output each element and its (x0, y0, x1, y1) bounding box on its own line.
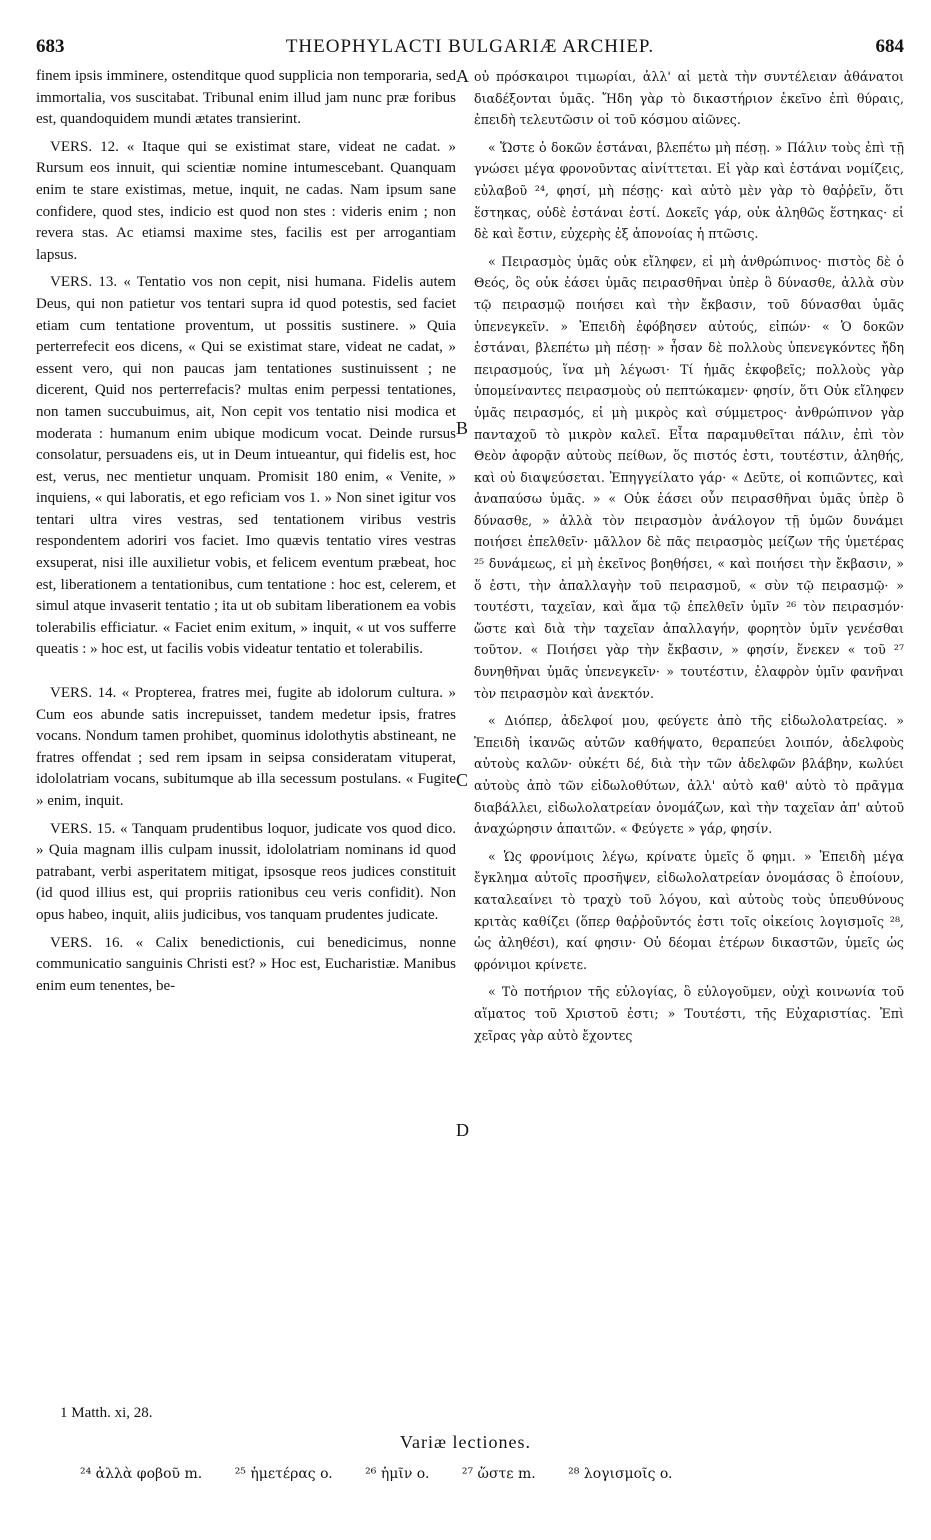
variant-reading: ²⁵ ἡμετέρας o. (234, 1466, 333, 1482)
left-page-number: 683 (36, 36, 65, 57)
variae-lectiones-heading: Variæ lectiones. (400, 1432, 531, 1452)
latin-column (36, 66, 456, 1003)
latin-paragraph: VERS. 16. « Calix benedictionis, cui benedicimus, nonne communicatio sanguinis Christi est? » Hoc est, Eucharistiæ. Manibus enim eum tenentes, be- (36, 934, 456, 994)
latin-paragraph: VERS. 12. « Itaque qui se existimat stare, videat ne cadat. » Rursum eos innuit, qui scientiæ nomine intumescebant. Quanquam enim te stare existimas, metue, inquit, ne cadas. Nam ipsum sane confidere, quod stes, indicio est quod non stes : videris enim ; non revera stas. Ac etiamsi maxime stes, facilis est per arrogantiam lapsus. (36, 138, 456, 263)
latin-paragraph: VERS. 14. « Propterea, fratres mei, fugite ab idolorum cultura. » Cum eos abunde satis increpuisset, tandem medetur ipsis, fratres vocans. Nondum tamen prohibet, quominus idolothytis abstineant, ne fratres offendat ; sed rem ipsam in seipsa consideratam vituperat, idololatriam vocans, subitumque ab illa secessum postulans. « Fugite » enim, inquit. (36, 685, 456, 809)
greek-paragraph: « Τὸ ποτήριον τῆς εὐλογίας, ὃ εὐλογοῦμεν, οὐχὶ κοινωνία τοῦ αἵματος τοῦ Χριστοῦ ἐστι; » Τουτέστι, τῆς Εὐχαριστίας. Ἐπὶ χεῖρας γὰρ αὐτὸ ἔχοντες (474, 984, 904, 1043)
section-marker-b: B (456, 418, 469, 438)
latin-paragraph: finem ipsis imminere, ostenditque quod supplicia non temporaria, sed immortalia, vos suscitabat. Tribunal enim illud jam nunc præ foribus est, quandoquidem mundi ætates transierint. (36, 68, 456, 128)
variant-readings (80, 1466, 701, 1482)
right-page-number: 684 (875, 36, 904, 57)
variant-reading: ²⁶ ἡμῖν o. (365, 1466, 430, 1482)
running-title: THEOPHYLACTI BULGARIÆ ARCHIEP. (285, 36, 655, 57)
page-header (36, 36, 904, 66)
footnote: 1 Matth. xi, 28. (60, 1405, 153, 1421)
greek-column (474, 66, 904, 1052)
latin-paragraph: VERS. 13. « Tentatio vos non cepit, nisi humana. Fidelis autem Deus, qui non patietur vos tentari supra id quod potestis, sed faciet etiam cum tentatione proventum, ut possitis sustinere. » Quia perterrefecit eos dicens, « Qui se existimat stare, videat ne cadat, » essent vero, qui non paucas jam tentationes sustinuissent ; ne dicerent, Quid nos perterrefacis? multas enim perpessi tentationes, non tamen succubuimus, ait, Non cepit vos tentatio nisi modica et moderata : humanum enim ubique modicum vocat. Deinde rursus consolatur, persuadens eis, ut in Deum intueantur, qui fidelis est, hoc est, verus, nec mentietur unquam. Promisit 180 enim, « Venite, » inquiens, « qui laboratis, et ego reficiam vos 1. » Non sinet igitur vos tentari ultra vires vestras, sed tentationem viribus vestris respondentem adoriri vos faciet. Imo quævis tentatio vires vestras exsuperat, nisi ille auxilietur vobis, et felicem eventum præbeat, hoc est, liberationem a tentationibus, cum tentatione : hoc est, celerem, et simul atque invaserit tentatio ; ita ut ob subitam liberationem ea vobis tolerabilis efficiatur. « Faciet enim exitum, » inquit, « ut vos sufferre queatis : » hoc est, ut facilis vobis videatur tentatio et tolerabilis. (36, 274, 456, 658)
variant-reading: ²⁷ ὥστε m. (461, 1466, 536, 1482)
greek-paragraph: « Πειρασμὸς ὑμᾶς οὐκ εἴληφεν, εἰ μὴ ἀνθρώπινος· πιστὸς δὲ ὁ Θεός, ὃς οὐκ ἐάσει ὑμᾶς πειρασθῆναι ὑπὲρ ὃ δύνασθε, ἀλλὰ σὺν τῷ πειρασμῷ ποιήσει καὶ τὴν ἔκβασιν, τοῦ δύνασθαι ὑμᾶς ὑπενεγκεῖν. » Ἐπειδὴ ἐφόβησεν αὐτούς, εἰπών· « Ὁ δοκῶν ἑστάναι, βλεπέτω μὴ πέσῃ· » ἦσαν δὲ πολλοὺς ὑπενεγκόντες ἤδη πειρασμούς, ἵνα μὴ λέγωσι· Τί ἡμᾶς ἐκφοβεῖς; πολλοὺς γὰρ ὑπομείναντες πειρασμοὺς οὐ πεπτώκαμεν· φησίν, ὅτι Οὐκ εἴληφεν ὑμᾶς πειρασμός, εἰ μὴ μικρὸς καὶ σύμμετρος· ἀνθρώπινον γὰρ πανταχοῦ τὸ μικρὸν καλεῖ. Εἶτα παραμυθεῖται πάλιν, ἐπὶ τὸν Θεὸν ἀφορᾷν αὐτοὺς πείθων, ὅς πιστός ἐστι, τουτέστιν, ἀληθής, καὶ οὐ διαψεύσεται. Ἐπηγγείλατο γάρ· « Δεῦτε, οἱ κοπιῶντες, καὶ ἀναπαύσω ὑμᾶς. » « Οὐκ ἐάσει οὖν πειρασθῆναι ὑμᾶς ὑπὲρ ὃ δύνασθε, » ἀλλὰ τὸν πειρασμὸν ἀνάλογον τῇ ὑμῶν δυνάμει ποιήσει ἐπελθεῖν· μᾶλλον δὲ πᾶς πειρασμὸς μείζων τῆς ὑμετέρας ²⁵ δυνάμεως, εἰ μὴ ἐκεῖνος βοηθήσει, « καὶ ποιήσει τὴν ἔκβασιν, » ὅ ἐστι, τὴν ἀπαλλαγὴν τοῦ πειρασμοῦ, « σὺν τῷ πειρασμῷ· » τουτέστι, ταχεῖαν, καὶ ἅμα τῷ ἐπελθεῖν ὑμῖν ²⁶ τὸν πειρασμόν· ὥστε καὶ διὰ τὴν ταχεῖαν ἀπαλλαγήν, φορητὸν ὑμῖν γενέσθαι τοῦτον. « Ποιήσει γὰρ τὴν ἔκβασιν, » φησίν, ἕνεκεν « τοῦ ²⁷ δυνηθῆναι ὑμᾶς ὑπενεγκεῖν· » τουτέστιν, ἐλαφρὸν ὑμῖν φανῆναι τὸν πειρασμὸν καὶ ἀνεκτόν. (474, 253, 904, 701)
variant-reading: ²⁴ ἀλλὰ φοβοῦ m. (80, 1466, 203, 1482)
latin-paragraph: VERS. 15. « Tanquam prudentibus loquor, judicate vos quod dico. » Quia magnam illis culpam inussit, idololatriam nominans id quod patrabant, verbi asperitatem mitigat, ipsosque reos judices constituit (id quod illius est, qui propriis rationibus ceu veris confidit). Non opus habeo, inquit, aliis judicibus, vos tanquam prudentes judicate. (36, 820, 456, 923)
section-marker-a: A (456, 66, 469, 86)
greek-paragraph: « Διόπερ, ἀδελφοί μου, φεύγετε ἀπὸ τῆς εἰδωλολατρείας. » Ἐπειδὴ ἱκανῶς αὐτῶν καθήψατο, θεραπεύει λοιπόν, ἀδελφοὺς αὐτοὺς καλῶν· οὐκέτι δέ, διὰ τὴν τῶν ἀδελφῶν βλάβην, κωλύει αὐτοὺς ἀπὸ τῶν εἰδωλοθύτων, ἀλλ' αὐτὸ καθ' αὑτὸ τὸ πρᾶγμα διαβάλλει, εἰδωλολατρείαν ὀνομάζων, καὶ τὴν ταχεῖαν ἀπ' αὐτοῦ ἀναχώρησιν ἀπαιτῶν. « Φεύγετε » γάρ, φησίν. (474, 713, 904, 837)
greek-paragraph: οὐ πρόσκαιροι τιμωρίαι, ἀλλ' αἱ μετὰ τὴν συντέλειαν ἀθάνατοι διαδέξονται ὑμᾶς. Ἤδη γὰρ τὸ δικαστήριον ἐκεῖνο ἐπὶ θύραις, ἐπειδὴ τελευτῶσιν οἱ τοῦ κόσμου αἰῶνες. (474, 69, 904, 128)
section-marker-c: C (456, 770, 469, 790)
section-marker-d: D (456, 1120, 469, 1140)
greek-paragraph: « Ὡς φρονίμοις λέγω, κρίνατε ὑμεῖς ὅ φημι. » Ἐπειδὴ μέγα ἔγκλημα αὐτοῖς προσῆψεν, εἰδωλολατρείαν ὀνομάσας ὃ ἐποίουν, καταλεαίνει τὸ τραχὺ τοῦ λόγου, καὶ αὐτοὺς τοὺς ὑπευθύνους κριτὰς καθίζει (ὅπερ θαῤῥοῦντός ἐστι τοῖς οἰκείοις λογισμοῖς ²⁸, ὡς ἀληθέσι), καί φησιν· Οὐ δέομαι ἑτέρων δικαστῶν, ὑμεῖς ὡς φρόνιμοι κρίνετε. (474, 848, 904, 972)
greek-paragraph: « Ὥστε ὁ δοκῶν ἑστάναι, βλεπέτω μὴ πέσῃ. » Πάλιν τοὺς ἐπὶ τῇ γνώσει μέγα φρονοῦντας αἰνίττεται. Εἰ γὰρ καὶ ἑστάναι νομίζεις, εὐλαβοῦ ²⁴, φησί, μὴ πέσῃς· καὶ αὐτὸ μὲν γὰρ τὸ θαῤῥεῖν, ὅτι ἕστηκας, οὐδὲ ἑστάναι ἐστί. Δοκεῖς γάρ, οὐκ ἀληθῶς ἕστηκας· εἰ δὲ καὶ ἔστιν, εὐχερὴς ἐξ ἀπονοίας ἡ πτῶσις. (474, 139, 904, 242)
variant-reading: ²⁸ λογισμοῖς o. (568, 1466, 673, 1482)
